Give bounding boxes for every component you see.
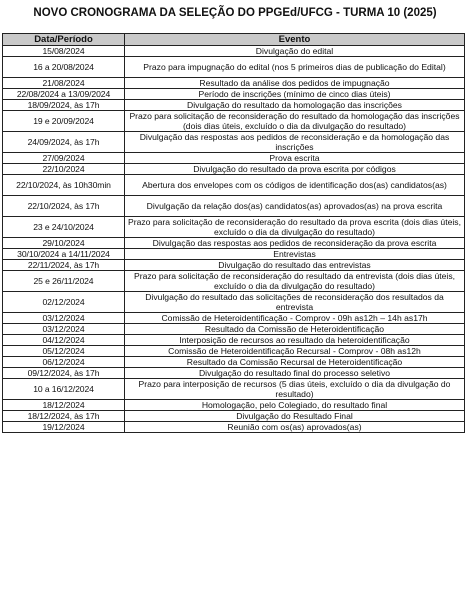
row-event: Prazo para interposição de recursos (5 dias úteis, excluído o dia da divulgação do resultado) xyxy=(125,379,465,400)
table-row xyxy=(3,335,465,346)
table-row xyxy=(3,217,465,238)
row-date: 15/08/2024 xyxy=(3,46,125,57)
row-event: Abertura dos envelopes com os códigos de identificação dos(as) candidatos(as) xyxy=(125,175,465,196)
row-date: 19 e 20/09/2024 xyxy=(3,111,125,132)
row-date: 22/10/2024 xyxy=(3,164,125,175)
row-date: 21/08/2024 xyxy=(3,78,125,89)
table-row xyxy=(3,368,465,379)
row-event: Prova escrita xyxy=(125,153,465,164)
row-date: 18/12/2024, às 17h xyxy=(3,411,125,422)
schedule-table xyxy=(2,33,465,433)
row-event: Divulgação do resultado da homologação das inscrições xyxy=(125,100,465,111)
row-date: 22/10/2024, às 10h30min xyxy=(3,175,125,196)
table-row xyxy=(3,153,465,164)
table-row xyxy=(3,175,465,196)
row-event: Homologação, pelo Colegiado, do resultado final xyxy=(125,400,465,411)
row-event: Comissão de Heteroidentificação Recursal - Comprov - 08h as12h xyxy=(125,346,465,357)
header-event: Evento xyxy=(125,34,465,46)
row-event: Divulgação do Resultado Final xyxy=(125,411,465,422)
table-row xyxy=(3,46,465,57)
row-date: 18/12/2024 xyxy=(3,400,125,411)
row-event: Resultado da Comissão Recursal de Heteroidentificação xyxy=(125,357,465,368)
row-event: Prazo para impugnação do edital (nos 5 primeiros dias de publicação do Edital) xyxy=(125,57,465,78)
row-event: Divulgação do resultado da prova escrita por códigos xyxy=(125,164,465,175)
row-event: Período de inscrições (mínimo de cinco dias úteis) xyxy=(125,89,465,100)
row-date: 10 a 16/12/2024 xyxy=(3,379,125,400)
table-row xyxy=(3,196,465,217)
row-date: 04/12/2024 xyxy=(3,335,125,346)
row-date: 03/12/2024 xyxy=(3,324,125,335)
row-date: 22/11/2024, às 17h xyxy=(3,260,125,271)
table-header-row xyxy=(3,34,465,46)
table-row xyxy=(3,164,465,175)
row-date: 18/09/2024, às 17h xyxy=(3,100,125,111)
row-event: Prazo para solicitação de reconsideração do resultado da homologação das inscrições (dois dias úteis, excluído o dia da divulgação do resultado) xyxy=(125,111,465,132)
table-row xyxy=(3,271,465,292)
table-row xyxy=(3,238,465,249)
row-date: 22/08/2024 a 13/09/2024 xyxy=(3,89,125,100)
table-row xyxy=(3,379,465,400)
table-row xyxy=(3,57,465,78)
row-event: Divulgação das respostas aos pedidos de reconsideração da prova escrita xyxy=(125,238,465,249)
row-event: Divulgação do resultado final do processo seletivo xyxy=(125,368,465,379)
row-date: 23 e 24/10/2024 xyxy=(3,217,125,238)
row-date: 25 e 26/11/2024 xyxy=(3,271,125,292)
row-event: Resultado da análise dos pedidos de impugnação xyxy=(125,78,465,89)
table-row xyxy=(3,292,465,313)
row-event: Divulgação do edital xyxy=(125,46,465,57)
table-row xyxy=(3,346,465,357)
row-date: 03/12/2024 xyxy=(3,313,125,324)
table-row xyxy=(3,111,465,132)
table-row xyxy=(3,78,465,89)
table-row xyxy=(3,100,465,111)
table-row xyxy=(3,89,465,100)
row-event: Comissão de Heteroidentificação - Comprov - 09h as12h – 14h as17h xyxy=(125,313,465,324)
table-row xyxy=(3,324,465,335)
row-event: Reunião com os(as) aprovados(as) xyxy=(125,422,465,433)
row-event: Prazo para solicitação de reconsideração do resultado da entrevista (dois dias úteis, excluído o dia da divulgação do resultado) xyxy=(125,271,465,292)
table-row xyxy=(3,313,465,324)
row-date: 30/10/2024 a 14/11/2024 xyxy=(3,249,125,260)
table-row xyxy=(3,411,465,422)
row-date: 24/09/2024, às 17h xyxy=(3,132,125,153)
row-event: Interposição de recursos ao resultado da heteroidentificação xyxy=(125,335,465,346)
row-date: 02/12/2024 xyxy=(3,292,125,313)
table-row xyxy=(3,260,465,271)
row-event: Divulgação do resultado das solicitações de reconsideração dos resultados da entrevista xyxy=(125,292,465,313)
row-event: Divulgação da relação dos(as) candidatos(as) aprovados(as) na prova escrita xyxy=(125,196,465,217)
page-title: NOVO CRONOGRAMA DA SELEÇÃO DO PPGEd/UFCG - TURMA 10 (2025) xyxy=(33,7,437,19)
row-date: 19/12/2024 xyxy=(3,422,125,433)
row-date: 22/10/2024, às 17h xyxy=(3,196,125,217)
row-event: Divulgação do resultado das entrevistas xyxy=(125,260,465,271)
row-event: Entrevistas xyxy=(125,249,465,260)
row-event: Divulgação das respostas aos pedidos de reconsideração e da homologação das inscrições xyxy=(125,132,465,153)
table-row xyxy=(3,422,465,433)
row-event: Prazo para solicitação de reconsideração do resultado da prova escrita (dois dias úteis, excluído o dia da divulgação do resultado) xyxy=(125,217,465,238)
table-row xyxy=(3,249,465,260)
row-date: 06/12/2024 xyxy=(3,357,125,368)
row-date: 29/10/2024 xyxy=(3,238,125,249)
row-date: 09/12/2024, às 17h xyxy=(3,368,125,379)
header-date: Data/Período xyxy=(3,34,125,46)
row-date: 16 a 20/08/2024 xyxy=(3,57,125,78)
row-date: 05/12/2024 xyxy=(3,346,125,357)
table-row xyxy=(3,400,465,411)
row-date: 27/09/2024 xyxy=(3,153,125,164)
table-row xyxy=(3,132,465,153)
table-row xyxy=(3,357,465,368)
row-event: Resultado da Comissão de Heteroidentificação xyxy=(125,324,465,335)
